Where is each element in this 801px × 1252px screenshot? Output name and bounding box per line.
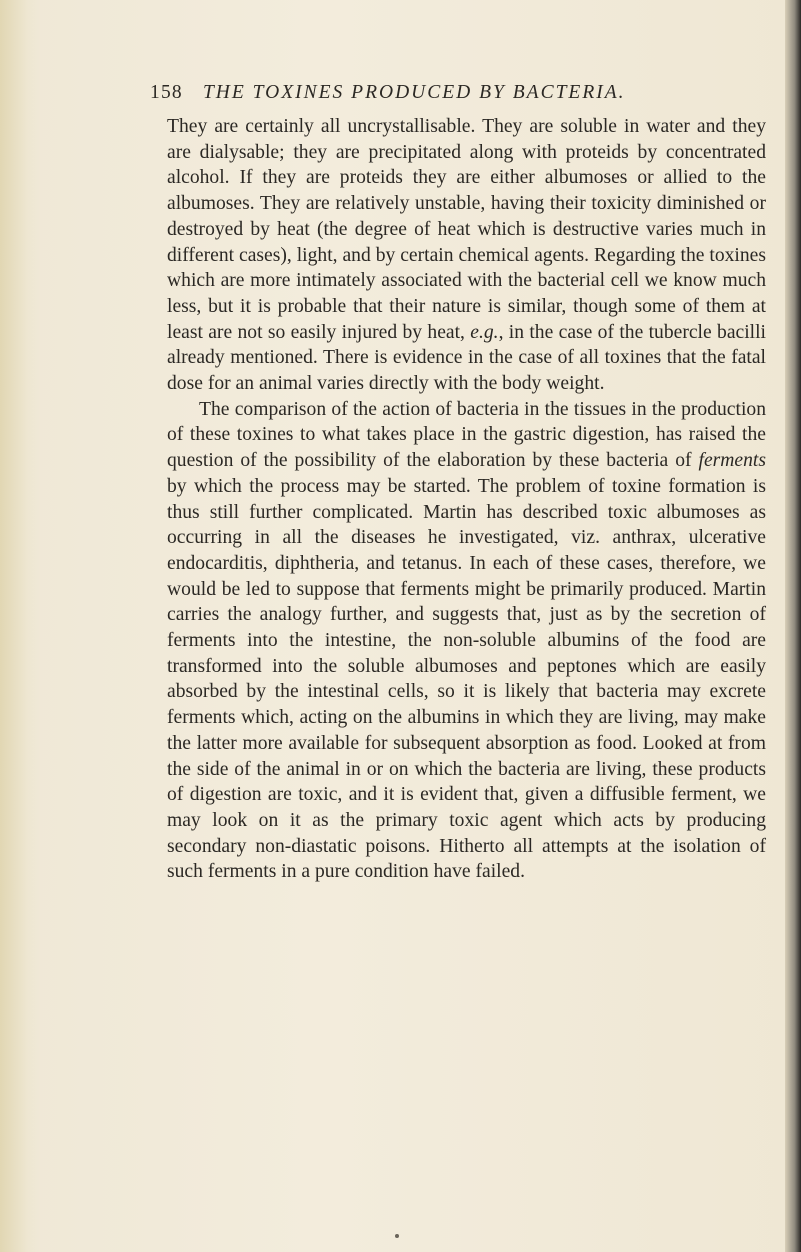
- text-run: by which the process may be started. The problem of toxine formation is thus still further complicated. Martin has described toxic albumoses as occurring in all the diseases he investigated, viz. anthrax, ulcerative endocarditis, diphtheria, and tetanus. In each of these cases, therefore, we would be led to suppose that ferments might be primarily produced. Martin carries the analogy further, and suggests that, just as by the secretion of ferments into the intestine, the non-soluble albumins of the food are transformed into the soluble albumoses and peptones which are easily absorbed by the intestinal cells, so it is likely that bacteria may excrete ferments which, acting on the albumins in which they are living, may make the latter more available for subsequent absorption as food. Looked at from the side of the animal in or on which the bacteria are living, these products of digestion are toxic, and it is evident that, given a diffusible ferment, we may look on it as the primary toxic agent which acts by producing secondary non-diastatic poisons. Hitherto all attempts at the isolation of such ferments in a pure condition have failed.: [167, 475, 766, 883]
- paragraph-2: [167, 397, 766, 885]
- page-edge-shadow: [785, 0, 801, 1252]
- text-run: They are certainly all uncrystallisable. They are soluble in water and they are dialysable; they are precipitated along with proteids by concentrated alcohol. If they are proteids they are either albumoses or allied to the albumoses. They are relatively unstable, having their toxicity diminished or destroyed by heat (the degree of heat which is destructive varies much in different cases), light, and by certain chemical agents. Regarding the toxines which are more intimately associated with the bacterial cell we know much less, but it is probable that their nature is similar, though some of them at least are not so easily injured by heat,: [167, 116, 766, 343]
- running-header: [150, 82, 710, 112]
- italic-abbreviation: e.g.: [470, 321, 499, 343]
- running-title: THE TOXINES PRODUCED BY BACTERIA.: [202, 82, 626, 103]
- body-text: [167, 114, 766, 885]
- italic-term: ferments: [698, 450, 766, 472]
- paragraph-1: [167, 114, 766, 397]
- text-run: , in the case of the tubercle bacilli already mentioned. There is evidence in the case of all toxines that the fatal dose for an animal varies directly with the body weight.: [167, 321, 766, 395]
- ink-speck: [395, 1234, 399, 1238]
- page-number: 158: [150, 82, 183, 103]
- text-run: The comparison of the action of bacteria in the tissues in the production of these toxines to what takes place in the gastric digestion, has raised the question of the possibility of the elaboration by these bacteria of: [167, 398, 766, 472]
